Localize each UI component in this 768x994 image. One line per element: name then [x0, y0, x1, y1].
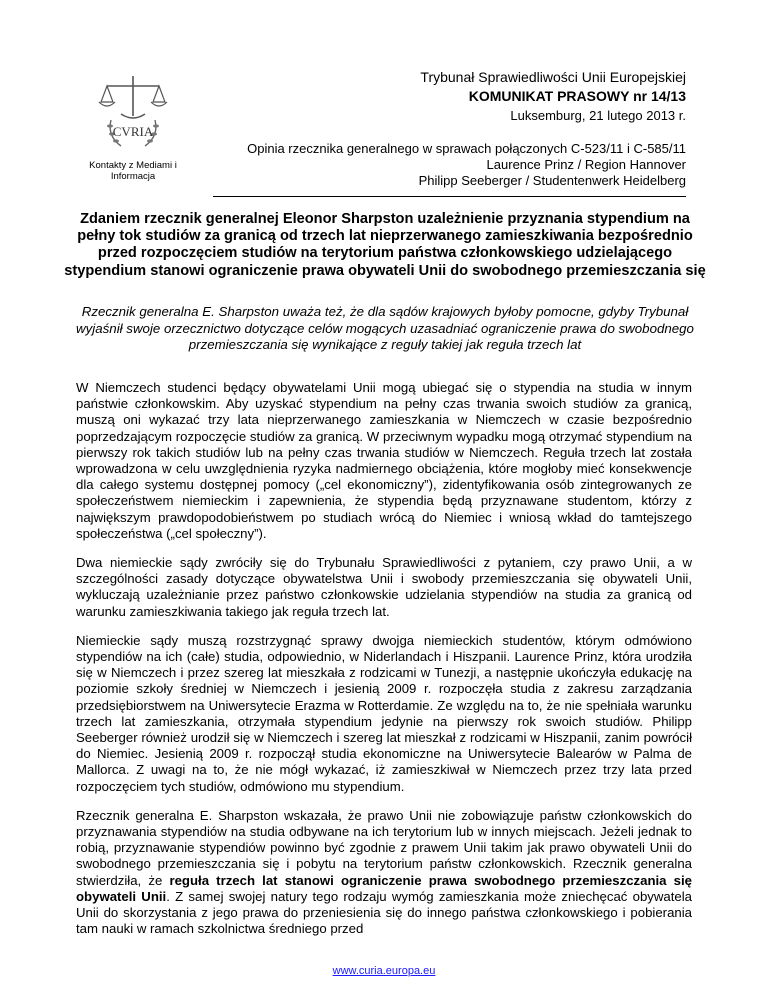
subheadline: Rzecznik generalna E. Sharpston uważa też, że dla sądów krajowych byłoby pomocne, gdyby Trybunał wyjaśnił swoje orzecznictwo dotyczące celów mogących uzasadniać ograniczenie prawa do swobodnego przemieszczania się wynikające z reguły takiej jak reguła trzech lat [76, 304, 694, 352]
paragraph-1: W Niemczech studenci będący obywatelami Unii mogą ubiegać się o stypendia na studia w innym państwie członkowskim. Aby uzyskać stypendium na pełny czas trwania swoich studiów za granicą, muszą oni wykazać trzy lata nieprzerwanego zamieszkania w Niemczech w czasie bezpośrednio poprzedzającym rozpoczęcie studiów za granicą. W przeciwnym wypadku mogą otrzymać stypendium na pierwszy rok takich studiów lub na pełny czas trwania studiów w Niemczech. Reguła trzech lat została wprowadzona w celu uwzględnienia ryzyka nadmiernego obciążenia, które mogłoby mieć konsekwencje dla całego systemu dostępnej pomocy („cel ekonomiczny”), zidentyfikowania osób zintegrowanych ze społeczeństwem niemieckim i zapewnienia, że stypendia będą przyznawane studentom, którzy z największym prawdopodobieństwem po studiach wrócą do Niemiec i wniosą wkład do tamtejszego społeczeństwa („cel społeczny”). [76, 380, 692, 541]
paragraph-4-emphasis: reguła trzech lat stanowi ograniczenie prawa swobodnego przemieszczania się obywateli Unii [76, 872, 692, 904]
opinion-party-line-2: Philipp Seeberger / Studentenwerk Heidelberg [418, 173, 686, 188]
release-date: Luksemburg, 21 lutego 2013 r. [510, 108, 686, 123]
court-name: Trybunał Sprawiedliwości Unii Europejskiej [420, 69, 686, 85]
opinion-party-line-1: Laurence Prinz / Region Hannover [486, 157, 686, 172]
paragraph-4 [76, 808, 692, 938]
paragraph-3: Niemieckie sądy muszą rozstrzygnąć sprawy dwojga niemieckich studentów, którym odmówiono stypendiów na ich (całe) studia, odpowiednio, w Niderlandach i Hiszpanii. Laurence Prinz, która urodziła się w Niemczech i przez szereg lat mieszkała z rodzicami w Tunezji, a następnie ukończyła edukację na poziomie szkoły średniej w Niemczech i jesienią 2009 r. rozpoczęła studia z zakresu zarządzania przedsiębiorstwem na Uniwersytecie Erazma w Rotterdamie. Ze względu na to, że nie spełniała warunku trzech lat zamieszkania, otrzymała stypendium jedynie na pierwszy rok swoich studiów. Philipp Seeberger również urodził się w Niemczech i szereg lat mieszkał z rodzicami w Hiszpanii, zanim powrócił do Niemiec. Jesienią 2009 r. rozpoczął studia ekonomiczne na Uniwersytecie Balearów w Palma de Mallorca. Z uwagi na to, że nie mógł wykazać, iż zamieszkiwał w Niemczech przez trzy lata przed rozpoczęciem tych studiów, odmówiono mu stypendium. [76, 632, 692, 794]
court-emblem-icon [93, 70, 173, 154]
contact-line-2: Informacja [110, 171, 156, 182]
headline: Zdaniem rzecznik generalnej Eleonor Sharpston uzależnienie przyznania stypendium na pełny tok studiów za granicą od trzech lat nieprzerwanego zamieszkiwania bezpośrednio przed rozpoczęciem studiów na terytorium państwa członkowskiego udzielającego stypendium stanowi ograniczenie prawa obywateli Unii do swobodnego przemieszczania się [64, 211, 706, 279]
opinion-block [247, 141, 686, 189]
paragraph-2: Dwa niemieckie sądy zwróciły się do Trybunału Sprawiedliwości z pytaniem, czy prawo Unii, a w szczególności zasady dotyczące obywatelstwa Unii i swobody przemieszczania się obywateli Unii, wykluczają uzależnianie przez państwo członkowskie udzielania stypendiów na studia za granicą od warunku zamieszkiwania takiego jak reguła trzech lat. [76, 555, 692, 619]
contact-label [78, 160, 188, 182]
header-divider [213, 196, 686, 197]
opinion-case-line: Opinia rzecznika generalnego w sprawach połączonych C-523/11 i C-585/11 [247, 141, 686, 156]
contact-line-1: Kontakty z Mediami i [89, 160, 177, 171]
curia-logo [78, 70, 188, 182]
paragraph-4-text-a: Rzecznik generalna E. Sharpston wskazała, że prawo Unii nie zobowiązuje państw członkowskich do przyznawania stypendiów na studia odbywane na ich terytorium lub w innych miejscach. Jeżeli jednak to robią, przyznawanie stypendiów powinno być zgodnie z prawem Unii takim jak prawo obywateli Unii do swobodnego przemieszczania się i pobytu na terytorium państw członkowskich. Rzecznik generalna stwierdziła, że [76, 807, 692, 888]
paragraph-4-text-b: . Z samej swojej natury tego rodzaju wymóg zamieszkania może zniechęcać obywatela Unii do skorzystania z jego prawa do przeniesienia się do innego państwa członkowskiego i pobierania tam nauki w ramach szkolnictwa średniego przed [76, 888, 692, 937]
footer [0, 965, 768, 977]
curia-website-link[interactable]: www.curia.europa.eu [332, 965, 436, 977]
article-body [76, 380, 692, 951]
logo-text: CVRIA [112, 124, 154, 139]
press-release-number: KOMUNIKAT PRASOWY nr 14/13 [468, 88, 686, 104]
